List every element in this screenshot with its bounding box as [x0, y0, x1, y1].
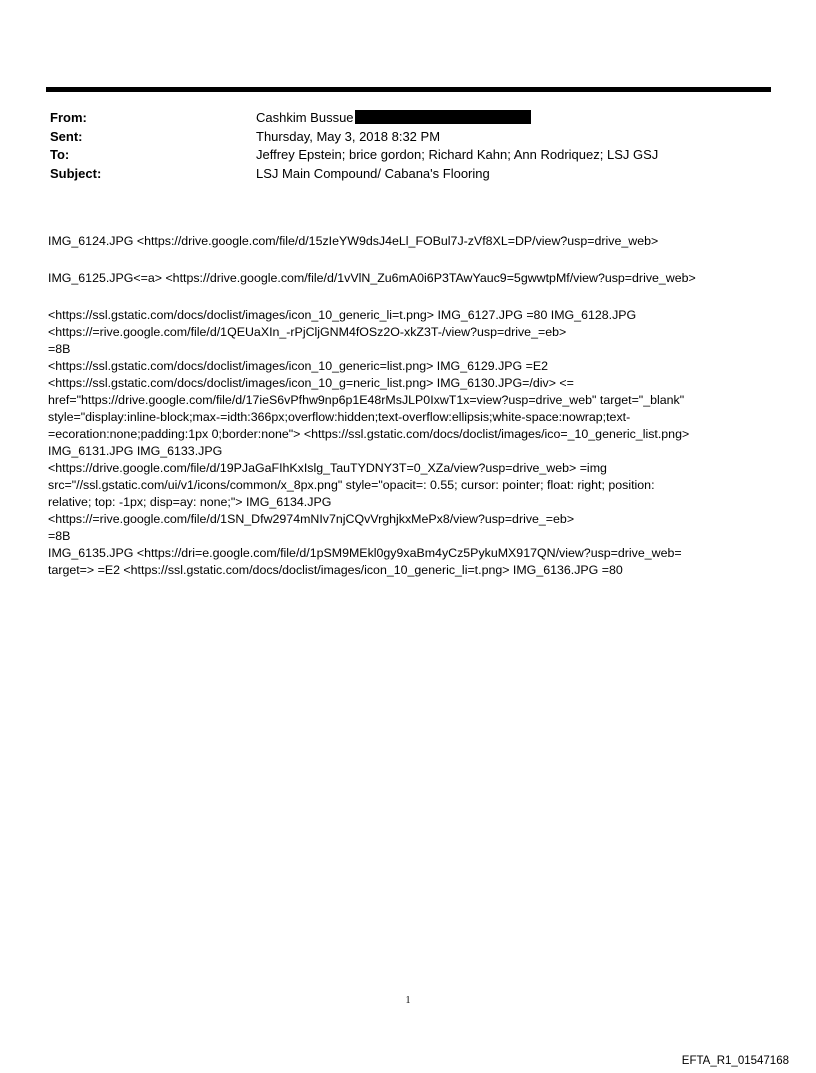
- to-label: To:: [50, 147, 70, 162]
- page-number: 1: [405, 995, 411, 1006]
- body-line: style="display:inline-block;max-=idth:366px;overflow:hidden;text-overflow:ellipsis;white-space:nowrap;text-: [48, 410, 631, 424]
- body-line: IMG_6135.JPG <https://dri=e.google.com/file/d/1pSM9MEkl0gy9xaBm4yCz5PykuMX917QN/view?usp=drive_web=: [48, 546, 682, 560]
- body-paragraph-1: IMG_6124.JPG <https://drive.google.com/file/d/15zIeYW9dsJ4eLl_FOBul7J-zVf8XL=DP/view?usp=drive_web>: [48, 234, 659, 248]
- sent-value: Thursday, May 3, 2018 8:32 PM: [256, 128, 441, 144]
- document-id: EFTA_R1_01547168: [681, 1055, 789, 1067]
- sent-row: [50, 128, 770, 147]
- subject-row: [50, 165, 770, 184]
- body-line: src="//ssl.gstatic.com/ui/v1/icons/common/x_8px.png" style="opacit=: 0.55; cursor: pointer; float: right; position:: [48, 478, 655, 492]
- body-line: target=> =E2 <https://ssl.gstatic.com/docs/doclist/images/icon_10_generic_li=t.png> IMG_6136.JPG =80: [48, 563, 623, 577]
- body-line: <https://ssl.gstatic.com/docs/doclist/images/icon_10_g=neric_list.png> IMG_6130.JPG=/div> <=: [48, 376, 574, 390]
- body-line: <https://ssl.gstatic.com/docs/doclist/images/icon_10_generic_li=t.png> IMG_6127.JPG =80 IMG_6128.JPG: [48, 308, 637, 322]
- body-line: =ecoration:none;padding:1px 0;border:none"> <https://ssl.gstatic.com/docs/doclist/images/ico=_10_generic_list.png>: [48, 427, 690, 441]
- body-line: href="https://drive.google.com/file/d/17ieS6vPfhw9np6p1E48rMsJLP0IxwT1x=view?usp=drive_web" target="_blank": [48, 393, 685, 407]
- body-line: =8B: [48, 529, 71, 543]
- body-line: =8B: [48, 342, 71, 356]
- body-line: <https://ssl.gstatic.com/docs/doclist/images/icon_10_generic=list.png> IMG_6129.JPG =E2: [48, 359, 549, 373]
- sender-name: Cashkim Bussue: [256, 110, 354, 125]
- paragraph-gap: [48, 250, 778, 270]
- body-line: <https://=rive.google.com/file/d/1SN_Dfw2974mNIv7njCQvVrghjkxMePx8/view?usp=drive_=eb>: [48, 512, 575, 526]
- body-line: relative; top: -1px; disp=ay: none;"> IMG_6134.JPG: [48, 495, 332, 509]
- body-paragraph-2: IMG_6125.JPG<=a> <https://drive.google.com/file/d/1vVlN_Zu6mA0i6P3TAwYauc9=5gwwtpMf/view?usp=drive_web>: [48, 271, 696, 285]
- redaction-block: [355, 110, 531, 124]
- from-value: [256, 109, 531, 128]
- paragraph-gap: [48, 287, 778, 307]
- to-value: Jeffrey Epstein; brice gordon; Richard Kahn; Ann Rodriquez; LSJ GSJ: [256, 147, 659, 162]
- subject-value: LSJ Main Compound/ Cabana's Flooring: [256, 165, 490, 181]
- from-row: [50, 109, 770, 128]
- header-divider: [46, 87, 771, 92]
- to-row: [50, 146, 770, 165]
- from-label: From:: [50, 110, 87, 125]
- body-line: <https://drive.google.com/file/d/19PJaGaFIhKxIslg_TauTYDNY3T=0_XZa/view?usp=drive_web> =img: [48, 461, 607, 475]
- body-line: IMG_6131.JPG IMG_6133.JPG: [48, 444, 223, 458]
- email-body: [48, 233, 778, 579]
- subject-label: Subject:: [50, 165, 102, 181]
- email-header: [50, 109, 770, 183]
- sent-label: Sent:: [50, 128, 83, 144]
- body-line: <https://=rive.google.com/file/d/1QEUaXIn_-rPjCljGNM4fOSz2O-xkZ3T-/view?usp=drive_=eb>: [48, 325, 567, 339]
